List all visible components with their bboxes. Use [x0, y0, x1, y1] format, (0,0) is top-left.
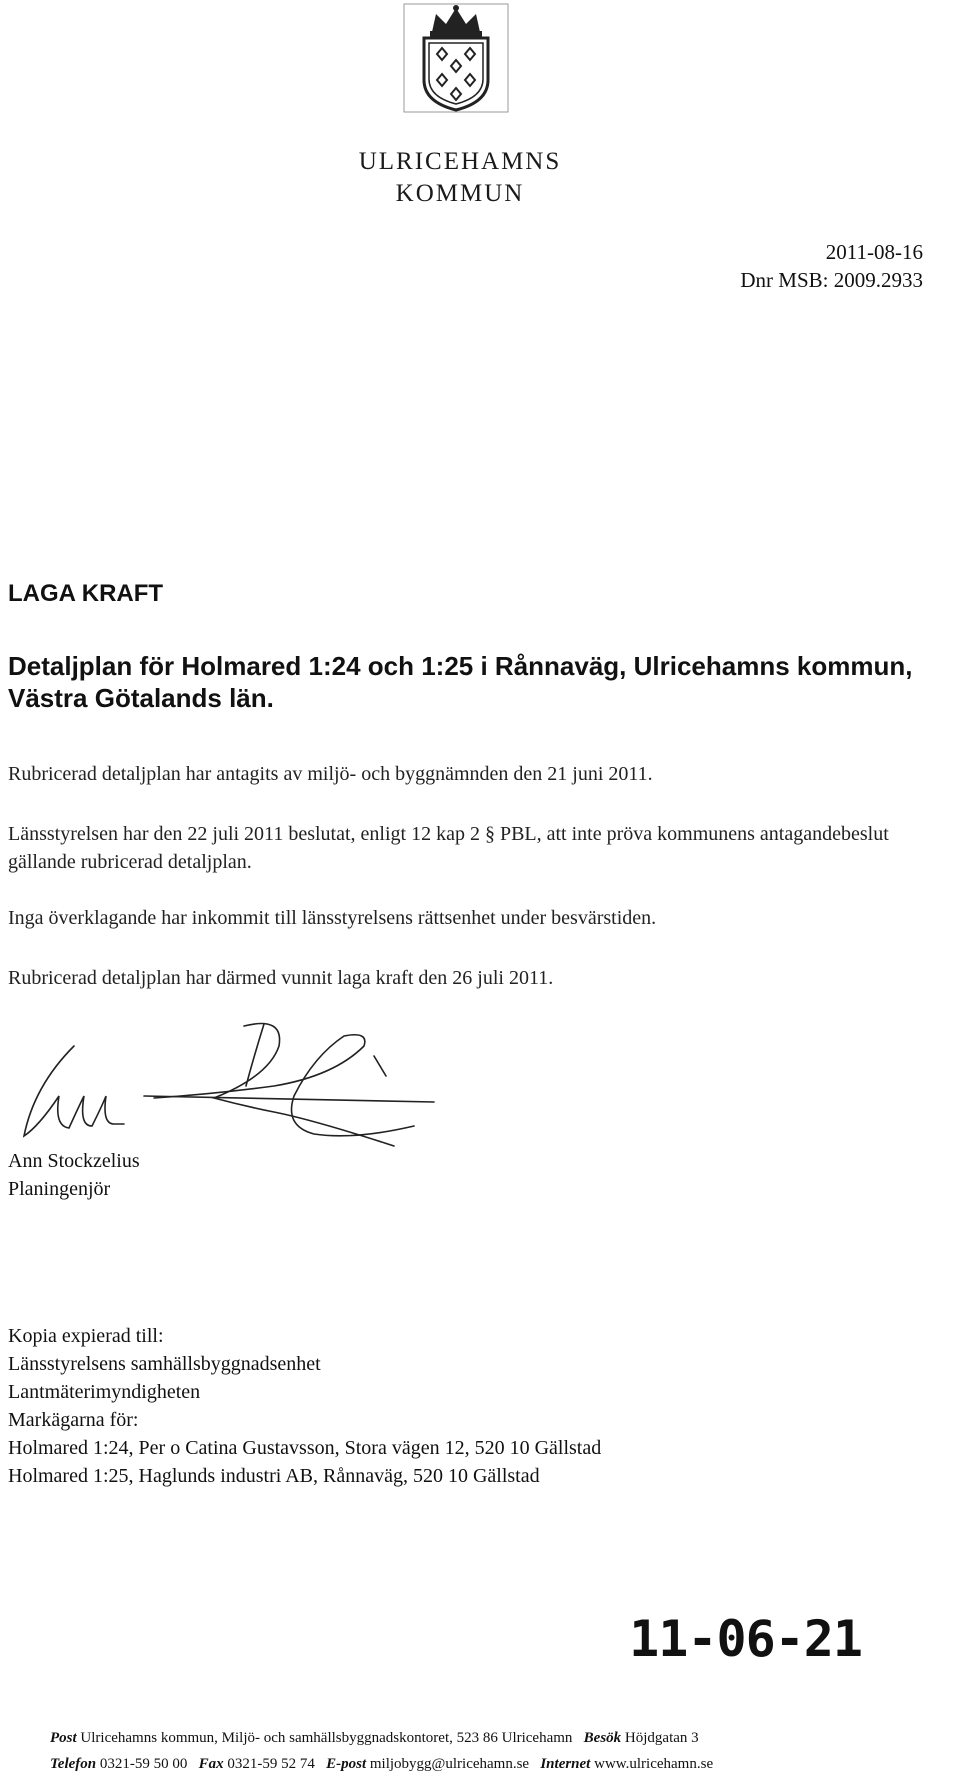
footer-email-label: E-post [326, 1756, 367, 1772]
footer-fax-label: Fax [198, 1756, 224, 1772]
date-stamp: 11-06-21 [629, 1610, 862, 1668]
copy-recipient: Markägarna för: [8, 1409, 139, 1431]
footer-visit-value: Höjdgatan 3 [624, 1730, 699, 1746]
signatory-name: Ann Stockzelius [8, 1150, 140, 1172]
footer-fax-value: 0321-59 52 74 [227, 1756, 315, 1772]
copy-recipient: Holmared 1:24, Per o Catina Gustavsson, Stora vägen 12, 520 10 Gällstad [8, 1437, 602, 1459]
copy-recipient: Holmared 1:25, Haglunds industri AB, Rånnaväg, 520 10 Gällstad [8, 1465, 540, 1487]
page-heading: LAGA KRAFT [8, 580, 164, 607]
signatory-title: Planingenjör [8, 1178, 111, 1200]
footer-post-value: Ulricehamns kommun, Miljö- och samhällsbyggnadskontoret, 523 86 Ulricehamn [80, 1730, 573, 1746]
paragraph-adoption: Rubricerad detaljplan har antagits av miljö- och byggnämnden den 21 juni 2011. [8, 763, 653, 785]
handwritten-signature [14, 1016, 444, 1166]
paragraph-legal-force: Rubricerad detaljplan har därmed vunnit laga kraft den 26 juli 2011. [8, 967, 554, 989]
paragraph-no-appeals: Inga överklagande har inkommit till länsstyrelsens rättsenhet under besvärstiden. [8, 907, 657, 929]
plan-title: Detaljplan för Holmared 1:24 och 1:25 i Rånnaväg, Ulricehamns kommun, Västra Götalands län. [8, 651, 913, 713]
footer-phone-value: 0321-59 50 00 [99, 1756, 188, 1772]
coat-of-arms-icon [402, 2, 510, 114]
municipality-name-line2: KOMMUN [395, 180, 525, 207]
copy-recipient: Lantmäterimyndigheten [8, 1381, 201, 1403]
copies-heading: Kopia expierad till: [8, 1325, 164, 1347]
reference-number: Dnr MSB: 2009.2933 [740, 268, 923, 292]
footer-email-link: miljobygg@ulricehamn.se [369, 1756, 530, 1772]
municipality-name-line1: ULRICEHAMNS [358, 148, 562, 175]
footer-line2 [50, 1756, 940, 1773]
paragraph-county-decision: Länsstyrelsen har den 22 juli 2011 beslutat, enligt 12 kap 2 § PBL, att inte pröva kommunens antagandebeslut gällande rubricerad detaljplan. [8, 823, 889, 873]
footer-line1 [50, 1730, 940, 1747]
footer-post-label: Post [50, 1730, 77, 1746]
footer-web-label: Internet [540, 1756, 591, 1772]
footer-phone-label: Telefon [50, 1756, 97, 1772]
footer-web-link: www.ulricehamn.se [594, 1756, 714, 1772]
document-date: 2011-08-16 [825, 240, 923, 264]
copy-recipient: Länsstyrelsens samhällsbyggnadsenhet [8, 1353, 321, 1375]
footer-visit-label: Besök [583, 1730, 622, 1746]
